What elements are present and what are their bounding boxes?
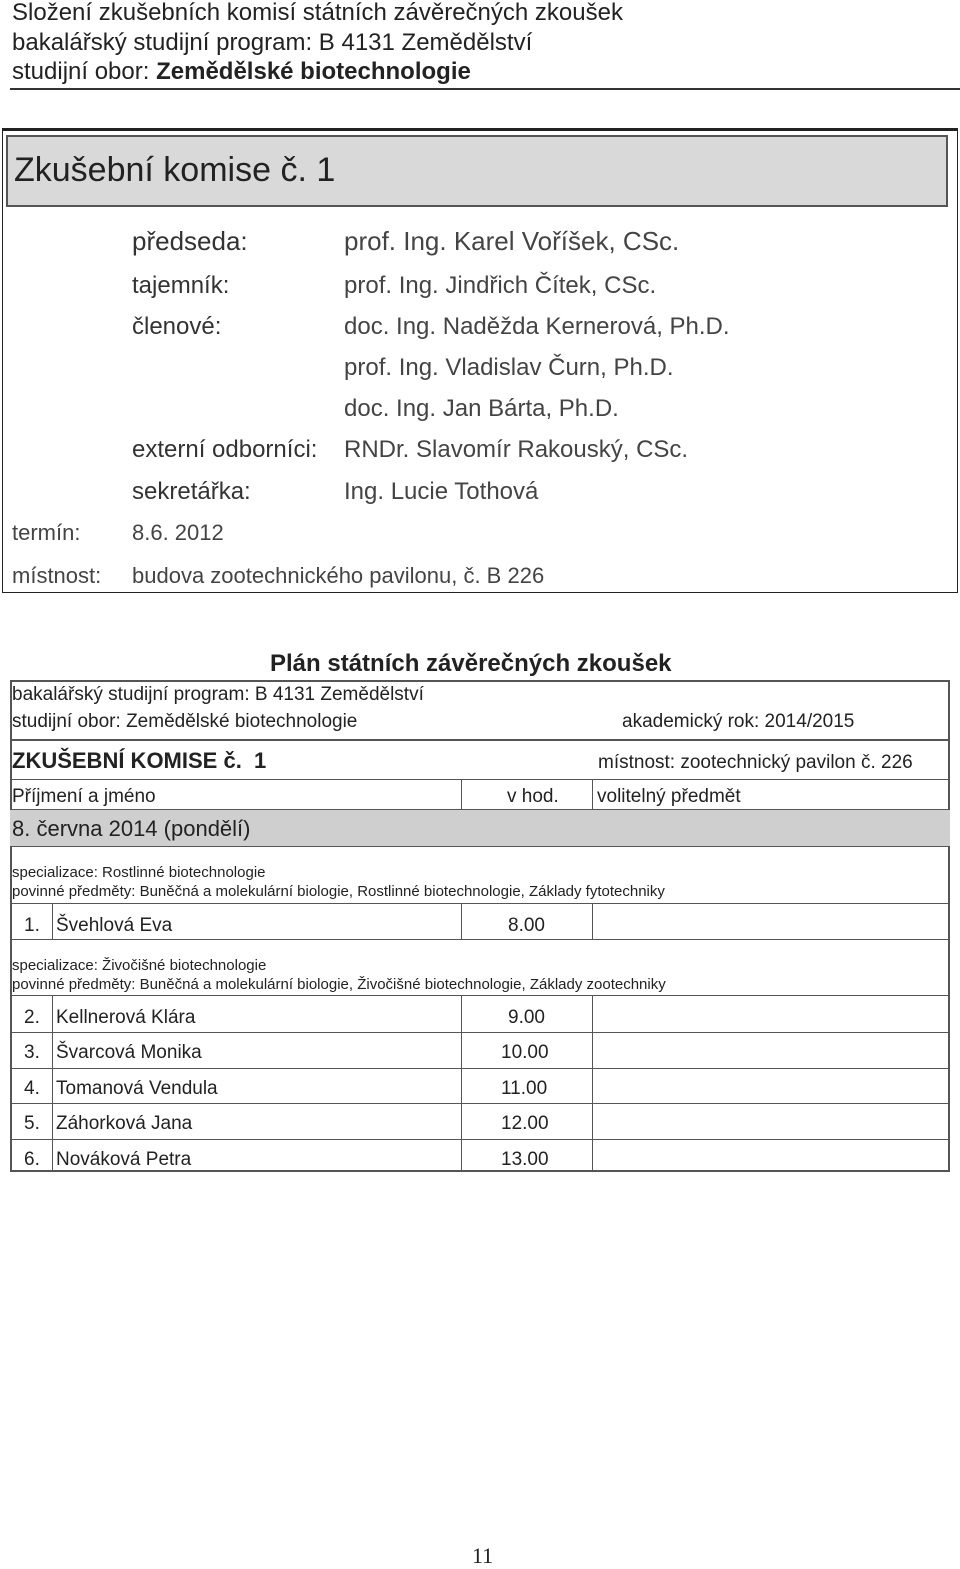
experts-name: RNDr. Slavomír Rakouský, CSc. — [344, 436, 689, 463]
field-name: Zemědělské biotechnologie — [156, 58, 471, 85]
column-divider — [461, 779, 462, 809]
student-time: 9.00 — [508, 1007, 545, 1028]
row-divider — [52, 903, 53, 939]
row-divider — [461, 995, 462, 1172]
room-label: místnost: — [12, 563, 102, 588]
plan-program: bakalářský studijní program: B 4131 Zemědělství — [12, 684, 424, 705]
commission-no: 1 — [254, 748, 267, 773]
student-name: Kellnerová Klára — [56, 1007, 196, 1028]
group-specialization: specializace: Živočišné biotechnologie — [12, 957, 267, 974]
table-divider — [10, 1103, 950, 1104]
chair-label: předseda: — [132, 226, 248, 256]
room-value: budova zootechnického pavilonu, č. B 226 — [132, 563, 545, 588]
student-name: Nováková Petra — [56, 1149, 192, 1170]
exam-date: 8.6. 2012 — [132, 520, 224, 545]
secretary-name: prof. Ing. Jindřich Čítek, CSc. — [344, 272, 657, 299]
experts-label: externí odborníci: — [132, 436, 318, 463]
header-line-1: Složení zkušebních komisí státních závěrečných zkoušek — [12, 0, 623, 26]
table-divider — [10, 779, 950, 780]
members-label: členové: — [132, 313, 222, 340]
table-divider — [10, 1139, 950, 1140]
row-divider — [592, 903, 593, 939]
secretary-label: tajemník: — [132, 272, 230, 299]
student-number: 1. — [24, 915, 40, 936]
student-name: Švarcová Monika — [56, 1042, 202, 1063]
commission-title-bar — [6, 135, 948, 207]
student-number: 3. — [24, 1042, 40, 1063]
column-time: v hod. — [507, 786, 559, 807]
commission-label-text: ZKUŠEBNÍ KOMISE č. — [12, 748, 242, 773]
plan-room: místnost: zootechnický pavilon č. 226 — [598, 752, 913, 773]
student-number: 5. — [24, 1113, 40, 1134]
student-number: 6. — [24, 1149, 40, 1170]
table-divider — [10, 846, 950, 847]
student-time: 13.00 — [501, 1149, 549, 1170]
table-divider — [10, 903, 950, 904]
student-name: Záhorková Jana — [56, 1113, 193, 1134]
student-name: Tomanová Vendula — [56, 1078, 218, 1099]
row-divider — [52, 995, 53, 1172]
column-divider — [592, 779, 593, 809]
table-divider — [10, 1032, 950, 1033]
plan-field: studijní obor: Zemědělské biotechnologie — [12, 711, 358, 732]
row-divider — [592, 995, 593, 1172]
plan-title: Plán státních závěrečných zkoušek — [270, 650, 672, 677]
column-elective: volitelný předmět — [597, 786, 741, 807]
group-subjects: povinné předměty: Buněčná a molekulární biologie, Rostlinné biotechnologie, Základy fytotechniky — [12, 883, 665, 900]
header-line-2: bakalářský studijní program: B 4131 Zemědělství — [12, 29, 533, 56]
group-specialization: specializace: Rostlinné biotechnologie — [12, 864, 266, 881]
group-subjects: povinné předměty: Buněčná a molekulární biologie, Živočišné biotechnologie, Základy zootechniky — [12, 976, 666, 993]
date-label: termín: — [12, 520, 81, 545]
column-name: Příjmení a jméno — [12, 786, 156, 807]
header-line-3 — [12, 57, 471, 87]
commission-title: Zkušební komise č. 1 — [14, 151, 336, 189]
commission-label — [12, 748, 266, 774]
member-3: doc. Ing. Jan Bárta, Ph.D. — [344, 395, 619, 422]
academic-year: akademický rok: 2014/2015 — [622, 711, 855, 732]
student-name: Švehlová Eva — [56, 915, 173, 936]
student-time: 8.00 — [508, 915, 545, 936]
student-time: 12.00 — [501, 1113, 549, 1134]
member-2: prof. Ing. Vladislav Čurn, Ph.D. — [344, 354, 674, 381]
table-divider — [10, 739, 950, 741]
table-divider — [10, 1068, 950, 1069]
exam-day: 8. června 2014 (pondělí) — [12, 816, 251, 841]
student-time: 10.00 — [501, 1042, 549, 1063]
table-divider — [10, 939, 950, 940]
clerk-name: Ing. Lucie Tothová — [344, 478, 539, 505]
row-divider — [461, 903, 462, 939]
table-divider — [10, 809, 950, 810]
chair-name: prof. Ing. Karel Voříšek, CSc. — [344, 226, 680, 256]
page-number: 11 — [472, 1543, 494, 1568]
student-time: 11.00 — [501, 1078, 548, 1099]
student-number: 2. — [24, 1007, 40, 1028]
clerk-label: sekretářka: — [132, 478, 251, 505]
field-prefix: studijní obor: — [12, 58, 157, 85]
table-divider — [10, 995, 950, 996]
member-1: doc. Ing. Naděžda Kernerová, Ph.D. — [344, 313, 730, 340]
header-rule — [10, 88, 960, 90]
student-number: 4. — [24, 1078, 40, 1099]
